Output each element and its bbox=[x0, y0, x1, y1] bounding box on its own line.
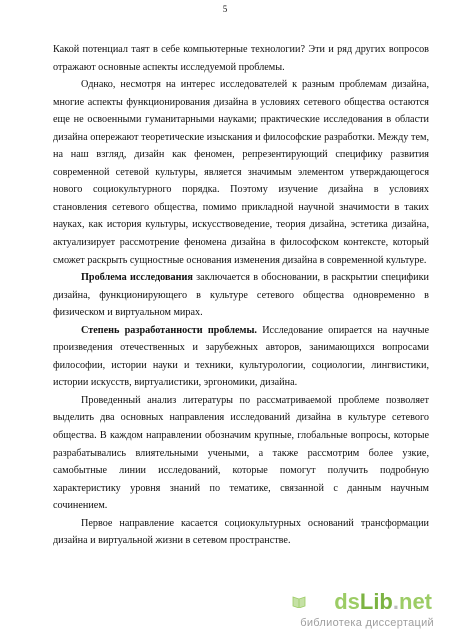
watermark-logo bbox=[334, 588, 432, 616]
book-icon bbox=[292, 594, 306, 608]
paragraph-2: Однако, несмотря на интерес исследователей к разным проблемам дизайна, многие аспекты функционирования дизайна в условиях сетевого общества остаются еще не освоенными гуманитарными науками; практические исследования в области дизайна опережают теоретические изыскания и философские разработки. Между тем, на наш взгляд, дизайн как феномен, репрезентирующий специфику развития современной сетевой культуры, является значимым элементом утверждающегося нового социокультурного порядка. Поэтому изучение дизайна в условиях становления сетевого общества, помимо прикладной научной значимости в таких науках, как история культуры, искусствоведение, теория дизайна, эстетика дизайна, актуализирует рассмотрение феномена дизайна в философском контексте, который сможет раскрыть сущностные основания изменения дизайна в современной культуре. bbox=[53, 79, 429, 266]
watermark-caption: библиотека диссертаций bbox=[300, 617, 434, 629]
watermark-logo-ds: ds bbox=[334, 589, 360, 614]
page-number: 5 bbox=[222, 4, 228, 14]
dslib-watermark[interactable] bbox=[292, 588, 442, 633]
watermark-logo-net: net bbox=[399, 589, 432, 614]
paragraph-5: Проведенный анализ литературы по рассматриваемой проблеме позволяет выделить два основных направления исследований дизайна в культуре сетевого общества. В каждом направлении обозначим крупные, глобальные вопросы, которые разрабатывались влиятельными учеными, а также рассмотрим более узкие, самобытные линии исследований, которые помогут получить подробную характеристику уровня знаний по тематике, связанной с данным научным сочинением. bbox=[53, 394, 429, 512]
paragraph-3-heading: Проблема исследования bbox=[81, 272, 193, 284]
watermark-logo-dot: . bbox=[392, 589, 399, 614]
paragraph-3-text: заключается в обосновании, в раскрытии специфики дизайна, функционирующего в культуре сетевого общества одновременно в физическом и виртуальном мирах. bbox=[53, 272, 429, 319]
paragraph-6: Первое направление касается социокультурных оснований трансформации дизайна и виртуальной жизни в сетевом пространстве. bbox=[53, 517, 429, 547]
document-body bbox=[53, 41, 429, 550]
watermark-logo-lib: Lib bbox=[359, 589, 393, 614]
paragraph-4-text: Исследование опирается на научные произведения отечественных и зарубежных авторов, занимающихся вопросами философии, истории науки и техники, культурологии, социологии, лингвистики, истории искусств, виртуалистики, эргономики, дизайна. bbox=[53, 324, 429, 389]
paragraph-4-heading: Степень разработанности проблемы. bbox=[81, 324, 257, 336]
paragraph-1: Какой потенциал таят в себе компьютерные технологии? Эти и ряд других вопросов отражают основные аспекты исследуемой проблемы. bbox=[53, 44, 429, 73]
paragraph-3 bbox=[53, 269, 429, 322]
paragraph-4 bbox=[53, 322, 429, 392]
